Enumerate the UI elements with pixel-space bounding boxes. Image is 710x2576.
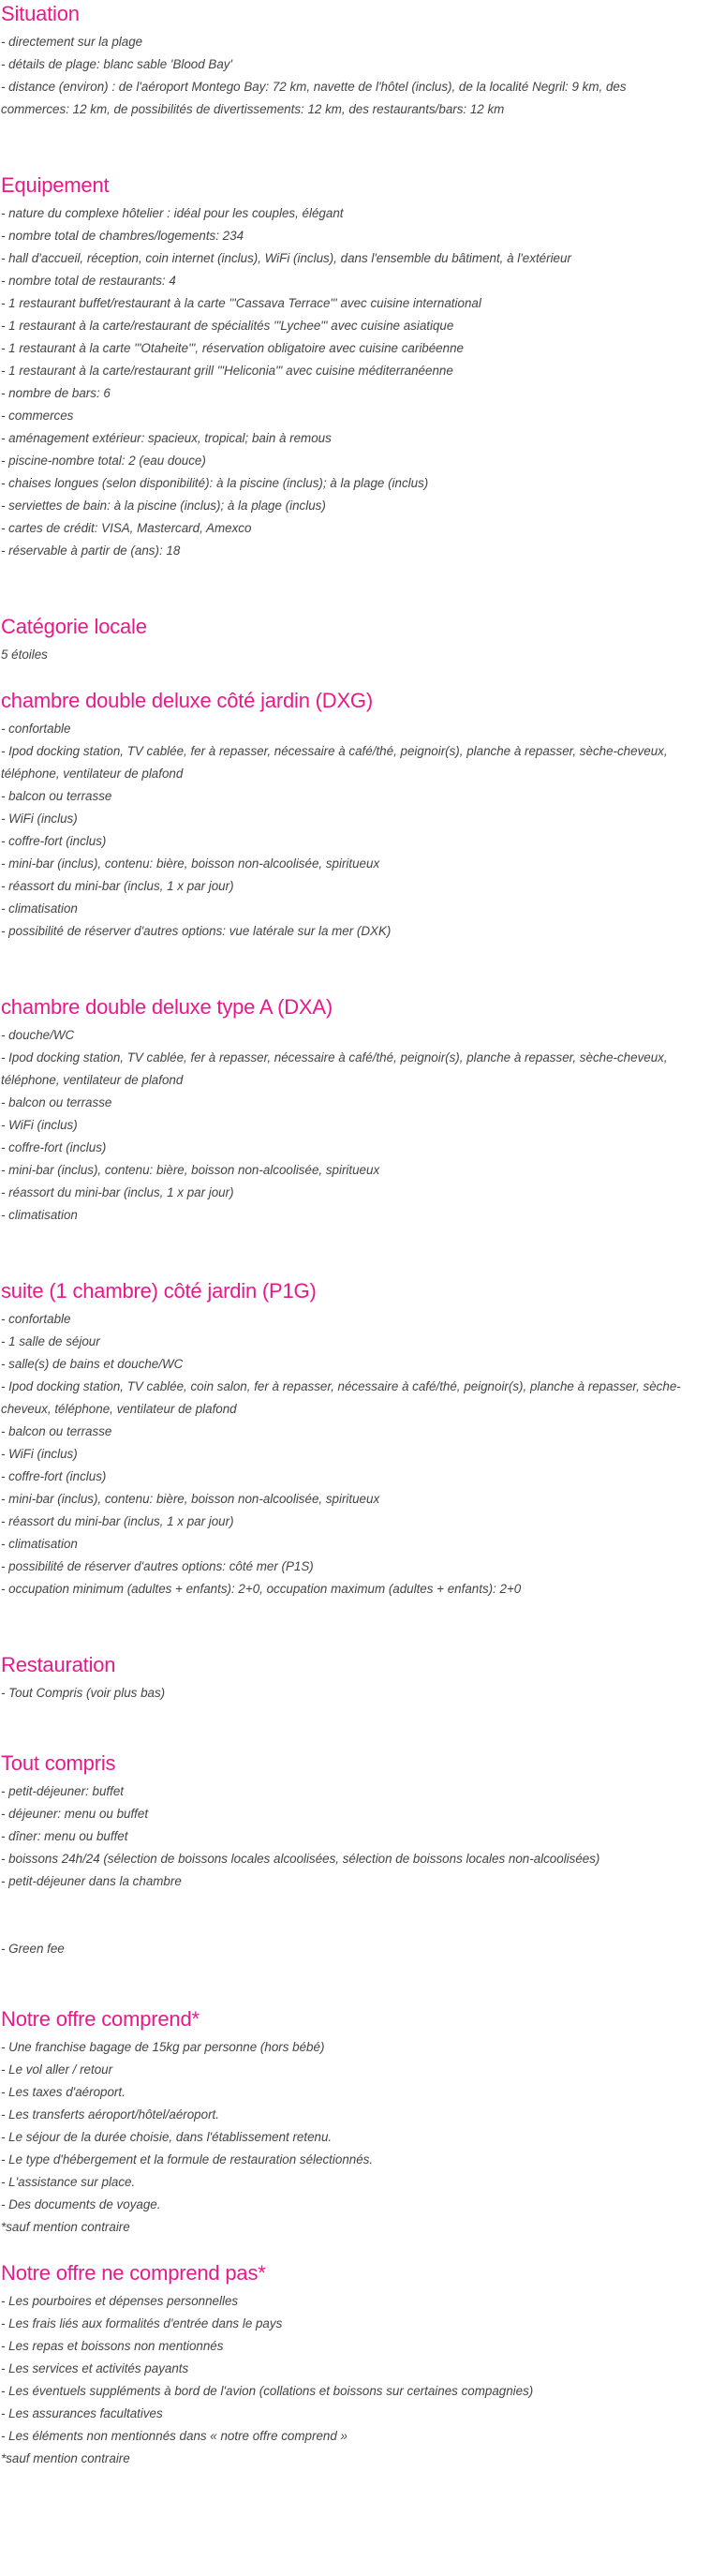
section-lines: [1, 1308, 692, 1601]
list-item: - 1 restaurant à la carte/restaurant grill '"Heliconia"' avec cuisine méditerranéenne: [1, 364, 453, 378]
section-lines: [1, 1780, 692, 1960]
list-item: - 1 restaurant à la carte/restaurant de spécialités '"Lychee"' avec cuisine asiatique: [1, 319, 454, 333]
list-item: - confortable: [1, 1312, 71, 1326]
section-lines: [1, 644, 692, 666]
list-item: - aménagement extérieur: spacieux, tropical; bain à remous: [1, 431, 332, 445]
list-item: - directement sur la plage: [1, 35, 143, 49]
list-item: - balcon ou terrasse: [1, 1424, 112, 1438]
list-item: 5 étoiles: [1, 648, 48, 662]
section-title: chambre double deluxe type A (DXA): [1, 995, 333, 1019]
section-equipement: [1, 171, 692, 562]
list-item: - serviettes de bain: à la piscine (inclus); à la plage (inclus): [1, 499, 326, 513]
section-room-dxg: [1, 687, 692, 943]
list-item: - boissons 24h/24 (sélection de boissons locales alcoolisées, sélection de boissons locales non-alcoolisées): [1, 1852, 600, 1866]
blank-line: [1, 1893, 692, 1915]
section-lines: [1, 2036, 692, 2239]
list-item: - confortable: [1, 722, 71, 736]
list-item: - nature du complexe hôtelier : idéal pour les couples, élégant: [1, 206, 344, 220]
list-item: - Les pourboires et dépenses personnelles: [1, 2294, 239, 2308]
list-item: - Les éléments non mentionnés dans « notre offre comprend »: [1, 2429, 348, 2443]
section-offre-comprend: [1, 2005, 692, 2239]
list-item: - coffre-fort (inclus): [1, 1469, 107, 1483]
list-item: - hall d'accueil, réception, coin internet (inclus), WiFi (inclus), dans l'ensemble du bâtiment, à l'extérieur: [1, 251, 571, 265]
list-item: - réassort du mini-bar (inclus, 1 x par jour): [1, 1185, 234, 1199]
list-item: - Les assurances facultatives: [1, 2406, 163, 2420]
section-lines: [1, 1024, 692, 1227]
list-item: - réservable à partir de (ans): 18: [1, 543, 181, 558]
section-lines: [1, 1682, 692, 1705]
list-item: - possibilité de réserver d'autres options: côté mer (P1S): [1, 1559, 314, 1573]
list-item: - nombre total de restaurants: 4: [1, 274, 176, 288]
section-lines: [1, 2290, 692, 2470]
list-item: - douche/WC: [1, 1028, 75, 1042]
list-item: - nombre total de chambres/logements: 234: [1, 229, 244, 243]
list-item: - Tout Compris (voir plus bas): [1, 1686, 166, 1700]
list-item: - climatisation: [1, 1208, 78, 1222]
section-situation: [1, 0, 692, 121]
list-item: - balcon ou terrasse: [1, 1095, 112, 1109]
list-item: - coffre-fort (inclus): [1, 1140, 107, 1154]
list-item: - commerces: [1, 409, 74, 423]
list-item: - occupation minimum (adultes + enfants): 2+0, occupation maximum (adultes + enfants): 2+0: [1, 1582, 522, 1596]
list-item: - coffre-fort (inclus): [1, 834, 107, 848]
section-title: Tout compris: [1, 1751, 116, 1775]
list-item: - réassort du mini-bar (inclus, 1 x par jour): [1, 879, 234, 893]
footnote: *sauf mention contraire: [1, 2451, 130, 2465]
list-item: - salle(s) de bains et douche/WC: [1, 1357, 184, 1371]
list-item: - Ipod docking station, TV cablée, coin salon, fer à repasser, nécessaire à café/thé, peignoir(s), planche à repasser, sèche-cheveux, téléphone, ventilateur de plafond: [1, 1379, 681, 1416]
section-lines: [1, 31, 692, 121]
list-item: - mini-bar (inclus), contenu: bière, boisson non-alcoolisée, spiritueux: [1, 1163, 380, 1177]
list-item: - balcon ou terrasse: [1, 789, 112, 803]
list-item: - Une franchise bagage de 15kg par personne (hors bébé): [1, 2040, 325, 2054]
list-item: - climatisation: [1, 901, 78, 916]
list-item: - cartes de crédit: VISA, Mastercard, Amexco: [1, 521, 252, 535]
section-title: Restauration: [1, 1653, 116, 1676]
footnote: *sauf mention contraire: [1, 2220, 130, 2234]
section-room-dxa: [1, 993, 692, 1227]
list-item: - piscine-nombre total: 2 (eau douce): [1, 454, 206, 468]
list-item: - dîner: menu ou buffet: [1, 1829, 128, 1843]
section-lines: [1, 202, 692, 562]
section-title: Notre offre comprend*: [1, 2007, 200, 2031]
list-item: - L'assistance sur place.: [1, 2175, 136, 2189]
list-item: - réassort du mini-bar (inclus, 1 x par jour): [1, 1514, 234, 1528]
blank-line: [1, 1915, 692, 1938]
section-restauration: [1, 1651, 692, 1705]
list-item: - Les repas et boissons non mentionnés: [1, 2339, 224, 2353]
section-title: chambre double deluxe côté jardin (DXG): [1, 689, 373, 712]
list-item: - Les transferts aéroport/hôtel/aéroport.: [1, 2107, 219, 2122]
list-item: - détails de plage: blanc sable 'Blood Bay': [1, 57, 233, 71]
list-item: - climatisation: [1, 1537, 78, 1551]
list-item: - WiFi (inclus): [1, 1118, 78, 1132]
list-item: - 1 restaurant à la carte '"Otaheite"', réservation obligatoire avec cuisine caribéenne: [1, 341, 464, 355]
section-tout-compris: [1, 1750, 692, 1960]
list-item: - Les frais liés aux formalités d'entrée dans le pays: [1, 2316, 283, 2330]
section-title: Equipement: [1, 173, 110, 197]
section-offre-ne-comprend-pas: [1, 2259, 692, 2470]
list-item: - Ipod docking station, TV cablée, fer à repasser, nécessaire à café/thé, peignoir(s), planche à repasser, sèche-cheveux, téléphone, ventilateur de plafond: [1, 744, 668, 781]
section-title: Situation: [1, 2, 80, 25]
list-item: - mini-bar (inclus), contenu: bière, boisson non-alcoolisée, spiritueux: [1, 1492, 380, 1506]
section-categorie: [1, 613, 692, 666]
list-item: - Les taxes d'aéroport.: [1, 2085, 126, 2099]
list-item: - nombre de bars: 6: [1, 386, 111, 400]
section-suite-p1g: [1, 1277, 692, 1601]
list-item: - possibilité de réserver d'autres options: vue latérale sur la mer (DXK): [1, 924, 392, 938]
list-item: - distance (environ) : de l'aéroport Montego Bay: 72 km, navette de l'hôtel (inclus), de la localité Negril: 9 km, des commerces: 12 km, de possibilités de divertissements: 12 km, des restaurants/bars: 12 km: [1, 80, 627, 116]
list-item: - 1 salle de séjour: [1, 1334, 100, 1348]
section-title: suite (1 chambre) côté jardin (P1G): [1, 1279, 317, 1303]
section-lines: [1, 718, 692, 943]
list-item: - Les éventuels suppléments à bord de l'avion (collations et boissons sur certaines compagnies): [1, 2384, 534, 2398]
list-item: - Des documents de voyage.: [1, 2197, 161, 2211]
list-item: - Le type d'hébergement et la formule de restauration sélectionnés.: [1, 2152, 374, 2167]
section-title: Catégorie locale: [1, 615, 147, 638]
list-item: - Ipod docking station, TV cablée, fer à repasser, nécessaire à café/thé, peignoir(s), planche à repasser, sèche-cheveux, téléphone, ventilateur de plafond: [1, 1050, 668, 1087]
list-item: - WiFi (inclus): [1, 1447, 78, 1461]
list-item: - mini-bar (inclus), contenu: bière, boisson non-alcoolisée, spiritueux: [1, 856, 380, 871]
list-item: - 1 restaurant buffet/restaurant à la carte '"Cassava Terrace"' avec cuisine international: [1, 296, 481, 310]
list-item: - Le vol aller / retour: [1, 2062, 113, 2077]
list-item: - Green fee: [1, 1942, 65, 1956]
list-item: - petit-déjeuner: buffet: [1, 1784, 125, 1798]
list-item: - chaises longues (selon disponibilité): à la piscine (inclus); à la plage (inclus): [1, 476, 429, 490]
list-item: - Les services et activités payants: [1, 2361, 189, 2375]
list-item: - Le séjour de la durée choisie, dans l'établissement retenu.: [1, 2130, 333, 2144]
list-item: - WiFi (inclus): [1, 812, 78, 826]
section-title: Notre offre ne comprend pas*: [1, 2261, 266, 2285]
list-item: - déjeuner: menu ou buffet: [1, 1807, 149, 1821]
list-item: - petit-déjeuner dans la chambre: [1, 1874, 182, 1888]
